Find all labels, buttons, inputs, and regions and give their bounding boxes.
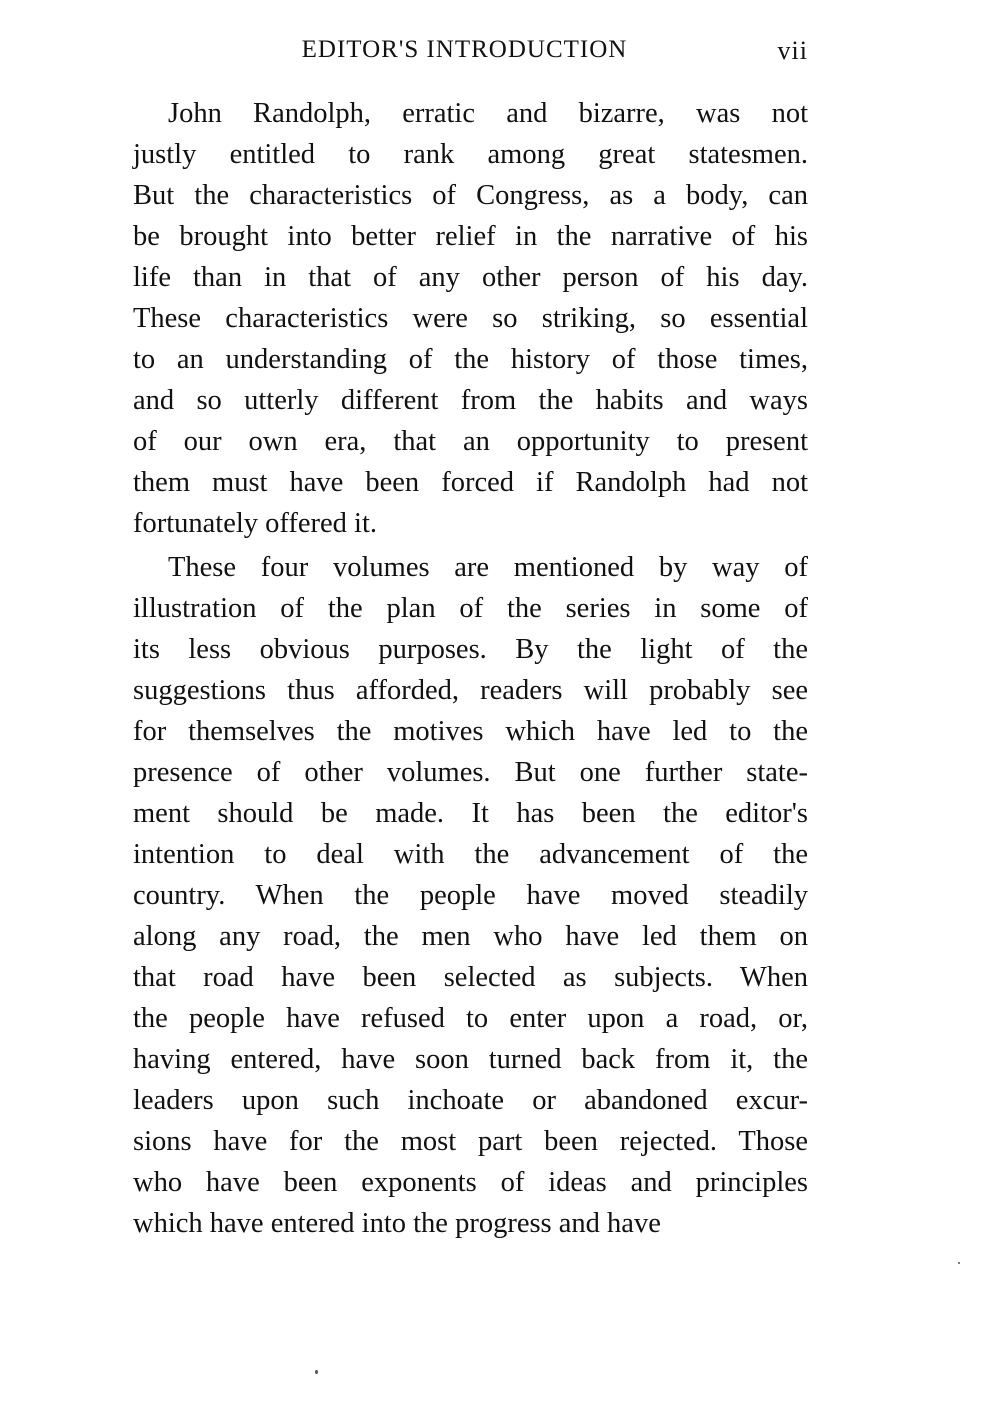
paragraph [133, 93, 808, 544]
text-line: who have been exponents of ideas and principles [133, 1167, 808, 1198]
text-line: presence of other volumes. But one further state- [133, 757, 808, 788]
text-line: the people have refused to enter upon a road, or, [133, 1003, 808, 1034]
text-line: life than in that of any other person of his day. [133, 262, 808, 293]
text-line: for themselves the motives which have led to the [133, 716, 808, 747]
text-line: ment should be made. It has been the editor's [133, 798, 808, 829]
text-line: leaders upon such inchoate or abandoned excur- [133, 1085, 808, 1116]
text-line: intention to deal with the advancement of the [133, 839, 808, 870]
text-line: to an understanding of the history of those times, [133, 344, 808, 375]
text-line: These characteristics were so striking, so essential [133, 303, 808, 334]
text-line: and so utterly different from the habits and ways [133, 385, 808, 416]
page-number: vii [777, 36, 808, 65]
text-line: having entered, have soon turned back from it, the [133, 1044, 808, 1075]
text-line: fortunately offered it. [133, 508, 378, 539]
text-line: country. When the people have moved steadily [133, 880, 808, 911]
text-line: suggestions thus afforded, readers will probably see [133, 675, 808, 706]
page-body [133, 93, 808, 1244]
text-line: that road have been selected as subjects. When [133, 962, 808, 993]
scan-speck [958, 1262, 960, 1264]
text-line: But the characteristics of Congress, as a body, can [133, 180, 808, 211]
text-line: justly entitled to rank among great statesmen. [133, 139, 808, 170]
running-header [133, 36, 808, 76]
text-line: of our own era, that an opportunity to present [133, 426, 808, 457]
text-line: illustration of the plan of the series in some of [133, 593, 808, 624]
text-line: along any road, the men who have led them on [133, 921, 808, 952]
running-title: EDITOR'S INTRODUCTION [301, 36, 628, 63]
scan-speck [315, 1370, 318, 1374]
text-line: John Randolph, erratic and bizarre, was not [168, 98, 808, 129]
text-line: These four volumes are mentioned by way of [168, 552, 808, 583]
text-line: which have entered into the progress and have [133, 1208, 661, 1239]
paragraph [133, 547, 808, 1244]
text-line: them must have been forced if Randolph had not [133, 467, 808, 498]
text-line: its less obvious purposes. By the light of the [133, 634, 808, 665]
text-line: sions have for the most part been rejected. Those [133, 1126, 808, 1157]
text-line: be brought into better relief in the narrative of his [133, 221, 808, 252]
